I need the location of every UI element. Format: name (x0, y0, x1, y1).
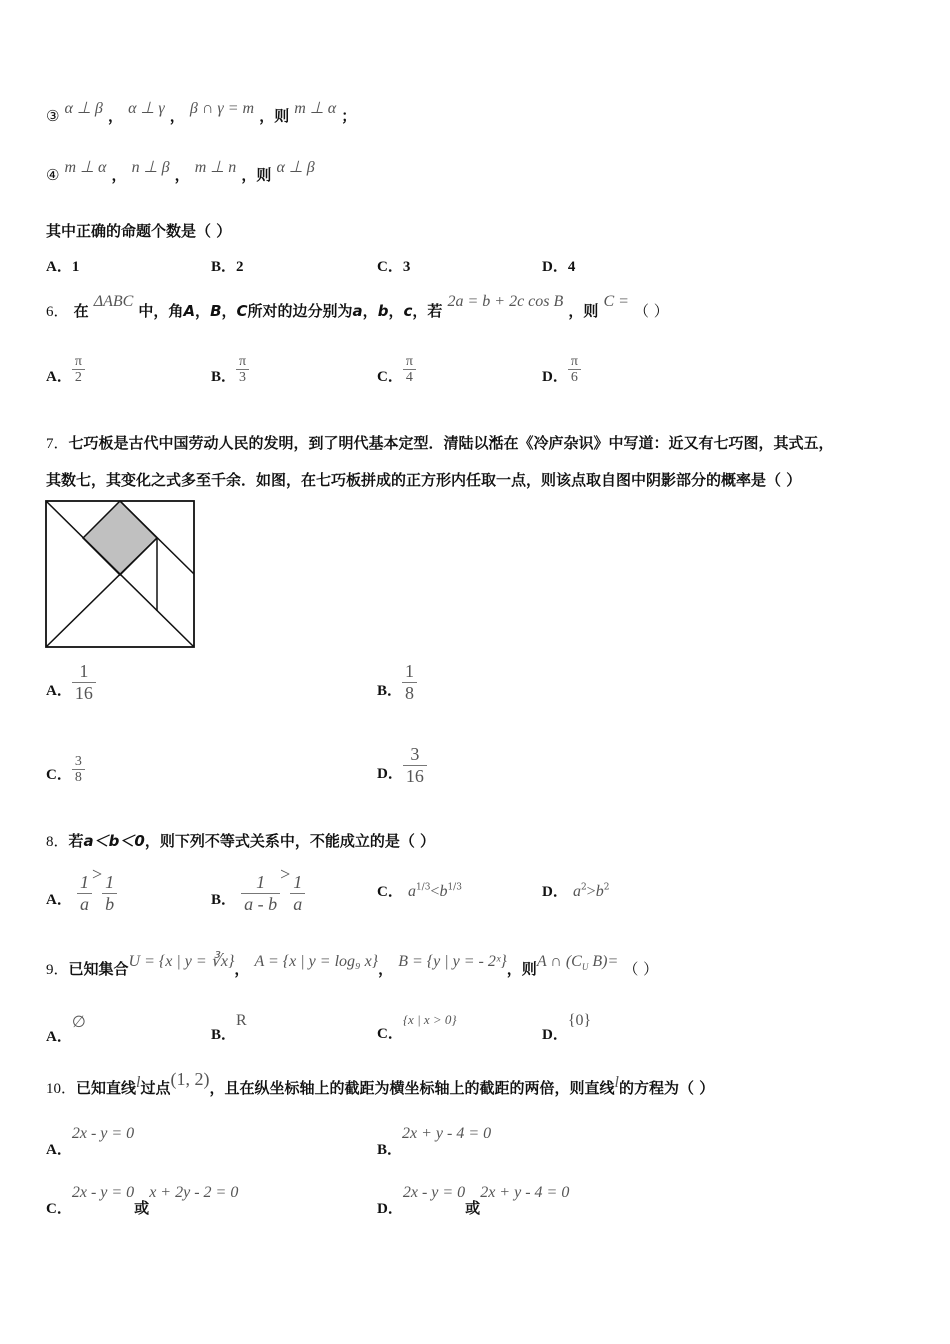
option-label: A． (46, 892, 72, 908)
denominator: 2 (72, 369, 85, 386)
question-6 (46, 293, 669, 321)
option-d (542, 1012, 591, 1044)
option-value: {0} (567, 1012, 592, 1029)
equation: 2x - y = 0 (71, 1125, 135, 1142)
question-10 (46, 1069, 715, 1098)
denominator: a (290, 893, 305, 915)
denominator: 8 (402, 682, 417, 704)
option-b (211, 255, 244, 276)
fraction (72, 354, 85, 386)
option-b (211, 1012, 247, 1044)
text: 中，角 (138, 302, 184, 320)
option-label: C． (377, 1026, 403, 1042)
numerator: π (239, 354, 247, 369)
var-l: l (614, 1074, 619, 1091)
option-label: C． (377, 884, 403, 900)
numerator: 1 (256, 872, 266, 892)
denominator: 6 (568, 369, 581, 386)
proposition-3 (46, 100, 357, 126)
denominator: a (77, 893, 92, 915)
or: 或 (134, 1199, 150, 1217)
option-a (46, 350, 85, 386)
text: 已知集合 (68, 960, 129, 978)
equation: 2x - y = 0 (402, 1184, 466, 1201)
option-d (377, 1184, 569, 1218)
var: a (352, 302, 363, 320)
denominator: 16 (72, 682, 96, 704)
option-value: 3 (402, 259, 411, 275)
sep: ， (234, 960, 250, 978)
denominator: b (102, 893, 117, 915)
option-b (211, 864, 305, 914)
numerator: 3 (74, 754, 82, 769)
option-b (211, 350, 249, 386)
option-label: D． (542, 884, 568, 900)
option-label: D． (542, 259, 568, 275)
option-label: A． (46, 683, 72, 699)
option-label: A． (46, 1142, 72, 1158)
formula: α ⊥ β (64, 100, 103, 117)
answer-paren: （ ） (634, 302, 669, 320)
question-number: 6． (46, 304, 69, 320)
equation: 2x + y - 4 = 0 (480, 1184, 570, 1201)
formula: α ⊥ γ (128, 100, 165, 117)
exponent: 1/3 (415, 882, 431, 893)
formula: 2a = b + 2c cos B (447, 293, 564, 310)
var: b (377, 302, 389, 320)
set-a: A = {x | y = log₉ x} (254, 953, 379, 970)
question-text: 其中正确的命题个数是（ ） (46, 222, 232, 240)
equation: 2x + y - 4 = 0 (402, 1125, 492, 1142)
sep: ， (362, 302, 378, 320)
option-label: C． (46, 767, 72, 783)
var: c (403, 302, 413, 320)
question-number: 9． (46, 962, 69, 978)
proposition-4 (46, 159, 315, 185)
condition: a＜b＜0 (83, 832, 145, 850)
var-l: l (136, 1074, 141, 1091)
option-c (46, 1184, 238, 1218)
base: b (439, 883, 448, 900)
var: A (183, 302, 196, 320)
option-value: ∅ (71, 1014, 86, 1031)
comma: ， (174, 166, 190, 184)
then: ，则 (241, 166, 272, 184)
option-label: A． (46, 1029, 72, 1045)
option-label: B． (377, 1142, 403, 1158)
comma: ， (111, 166, 127, 184)
text: 的方程为（ ） (618, 1079, 715, 1097)
formula: ΔABC (93, 293, 134, 310)
set-u: U = {x | y = ∛x} (128, 953, 235, 970)
equation: x + 2y - 2 = 0 (149, 1184, 239, 1201)
formula (536, 953, 619, 973)
question-9 (46, 953, 659, 980)
fraction (403, 745, 427, 786)
tangram-figure (45, 500, 197, 650)
option-a (46, 1012, 86, 1046)
option-label: B． (211, 1027, 237, 1043)
sep: ， (378, 960, 394, 978)
formula: C = (603, 293, 629, 310)
denominator: 4 (403, 369, 416, 386)
fraction (72, 754, 85, 786)
operator: > (91, 864, 103, 884)
option-d (542, 255, 575, 276)
base: a (572, 883, 581, 900)
shaded-square (83, 501, 157, 575)
numerator: 3 (410, 744, 420, 764)
option-label: B． (211, 892, 237, 908)
option-label: A． (46, 259, 72, 275)
denominator: 8 (72, 769, 85, 786)
option-c (377, 1012, 457, 1043)
sep: ， (221, 302, 237, 320)
comma: ， (107, 107, 123, 125)
option-b (377, 1125, 491, 1159)
option-label: B． (211, 369, 237, 385)
or: 或 (465, 1199, 481, 1217)
var: C (236, 302, 248, 320)
fraction (77, 873, 92, 914)
option-label: D． (377, 766, 403, 782)
question-8 (46, 830, 435, 851)
option-label: B． (211, 259, 237, 275)
comma: ， (169, 107, 185, 125)
fraction (236, 354, 249, 386)
subscript: U (581, 962, 589, 973)
numerator: π (405, 354, 413, 369)
operator: > (586, 883, 596, 900)
text: ，若 (412, 302, 443, 320)
denominator: 3 (236, 369, 249, 386)
fraction (290, 873, 305, 914)
fraction (403, 354, 416, 386)
then: ，则 (259, 107, 290, 125)
formula: m ⊥ α (294, 100, 337, 117)
set-b: B = {y | y = - 2ˣ} (398, 953, 507, 970)
marker-3: ③ (46, 107, 60, 125)
option-b (377, 662, 417, 703)
option-a (46, 864, 117, 914)
text: 若 (68, 832, 84, 850)
marker-4: ④ (46, 166, 60, 184)
option-c (377, 255, 410, 276)
option-value: R (236, 1012, 247, 1029)
numerator: 1 (105, 872, 115, 892)
option-value: 1 (71, 259, 80, 275)
option-a (46, 662, 96, 703)
numerator: 1 (405, 661, 415, 681)
question-number: 10． (46, 1081, 77, 1097)
option-d (542, 880, 609, 901)
numerator: 1 (79, 872, 89, 892)
option-a (46, 255, 79, 276)
text: 过点 (140, 1079, 171, 1097)
option-label: B． (377, 683, 403, 699)
option-label: C． (46, 1201, 72, 1217)
sep: ， (388, 302, 404, 320)
option-c (377, 350, 416, 386)
text: ，则下列不等式关系中，不能成立的是（ ） (144, 832, 436, 850)
base: b (595, 883, 604, 900)
var: B (210, 302, 222, 320)
option-a (46, 1125, 134, 1159)
formula: α ⊥ β (276, 159, 315, 176)
exponent: 1/3 (447, 882, 462, 893)
operator: > (280, 864, 291, 884)
text: 七巧板是古代中国劳动人民的发明，到了明代基本定型．清陆以湉在《冷庐杂识》中写道：近又有七巧图，其式五， (68, 434, 834, 452)
numerator: π (570, 354, 578, 369)
expr: A ∩ (C (536, 953, 582, 970)
formula: m ⊥ α (64, 159, 107, 176)
text: 已知直线 (76, 1079, 137, 1097)
option-value: 4 (567, 259, 576, 275)
numerator: 1 (79, 661, 89, 681)
exponent: 2 (603, 882, 610, 893)
fraction (241, 873, 280, 914)
answer-paren: （ ） (623, 960, 659, 978)
option-d (377, 745, 427, 786)
formula: m ⊥ n (194, 159, 237, 176)
text: ，且在纵坐标轴上的截距为横坐标轴上的截距的两倍，则直线 (209, 1079, 615, 1097)
formula: β ∩ γ = m (189, 100, 255, 117)
text: 所对的边分别为 (247, 302, 353, 320)
semicolon: ； (341, 107, 357, 125)
question-number: 8． (46, 834, 69, 850)
option-label: D． (377, 1201, 403, 1217)
option-label: D． (542, 1027, 568, 1043)
question-7-line1 (46, 432, 834, 453)
question-7-line2: 其数七，其变化之式多至千余．如图，在七巧板拼成的正方形内任取一点，则该点取自图中阴影部分的概率是（ ） (46, 471, 802, 489)
text: ，则 (568, 302, 599, 320)
denominator: 16 (403, 765, 427, 787)
option-value: 2 (236, 259, 244, 275)
base: a (407, 883, 416, 900)
option-label: A． (46, 369, 72, 385)
numerator: 1 (293, 872, 303, 892)
point: (1, 2) (170, 1069, 210, 1089)
option-label: D． (542, 369, 568, 385)
option-c (377, 880, 462, 901)
question-number: 7． (46, 436, 69, 452)
exponent: 2 (580, 882, 587, 893)
fraction (102, 873, 117, 914)
text: ，则 (506, 960, 537, 978)
formula: n ⊥ β (131, 159, 170, 176)
fraction (568, 354, 581, 386)
option-label: C． (377, 369, 403, 385)
option-value: {x | x > 0} (402, 1012, 457, 1027)
text: 在 (73, 302, 89, 320)
fraction (72, 662, 96, 703)
option-c (46, 750, 85, 786)
denominator: a - b (241, 893, 280, 915)
equation: 2x - y = 0 (71, 1184, 135, 1201)
option-label: C． (377, 259, 403, 275)
fraction (402, 662, 417, 703)
option-d (542, 350, 581, 386)
sep: ， (195, 302, 211, 320)
numerator: π (74, 354, 82, 369)
operator: < (430, 883, 440, 900)
expr: B)= (588, 953, 619, 970)
